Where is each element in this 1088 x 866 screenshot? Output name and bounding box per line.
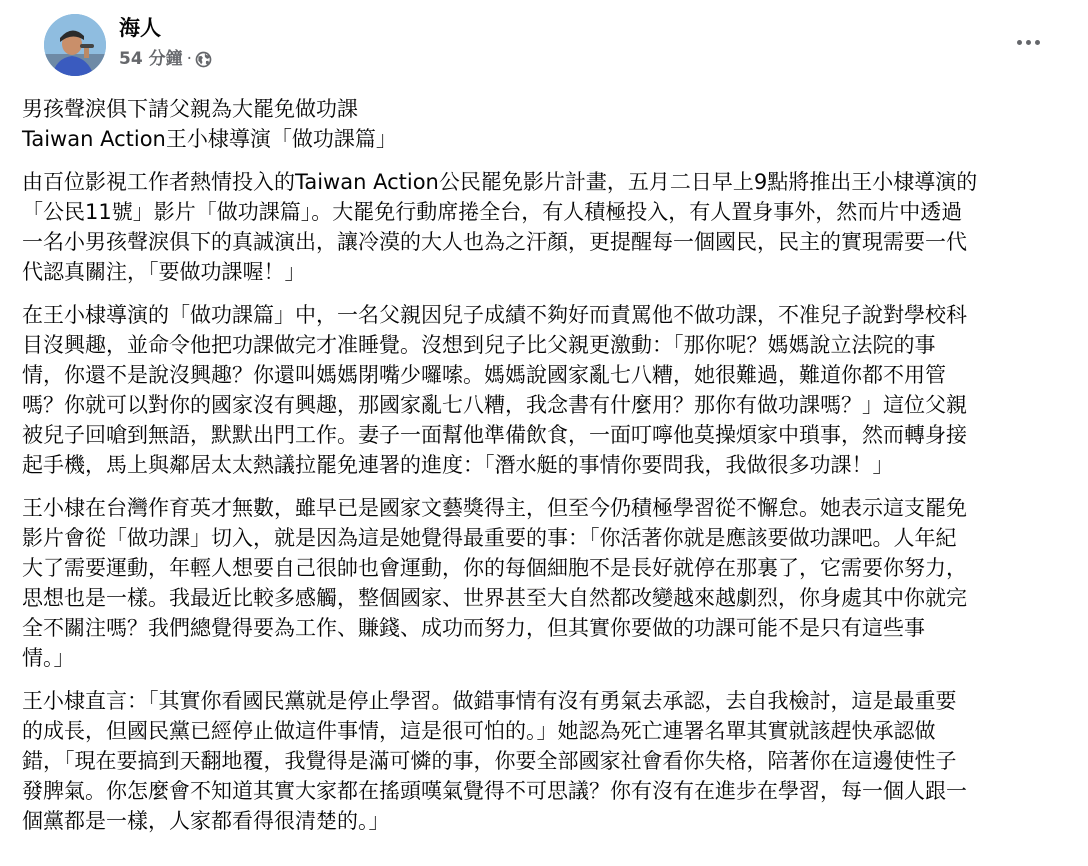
post-paragraph: 由百位影視工作者熱情投入的Taiwan Action公民罷免影片計畫，五月二日早上9點將推出王小棣導演的 「公民11號」影片「做功課篇」。大罷免行動席捲全台，有人積極投入，有人置身事外，然而片中透過 一名小男孩聲淚俱下的真誠演出，讓冷漠的大人也為之汗顏，更提醒每一個國民，民主的實現需要一代 代認真關注，「要做功課喔！」 [22,170,978,284]
globe-icon[interactable] [195,51,212,68]
meta-separator: · [186,49,192,69]
more-dot [1026,40,1031,45]
author-avatar[interactable] [44,14,106,76]
post-timestamp[interactable]: 54 分鐘 [119,49,183,69]
post-paragraph-title: 男孩聲淚俱下請父親為大罷免做功課 Taiwan Action王小棣導演「做功課篇」 [22,97,397,151]
post-paragraph: 王小棣直言：「其實你看國民黨就是停止學習。做錯事情有沒有勇氣去承認，去自我檢討，這是最重要 的成長，但國民黨已經停止做這件事情，這是很可怕的。」她認為死亡連署名單其實就該趕快承認做 錯，「現在要搞到天翻地覆，我覺得是滿可憐的事，你要全部國家社會看你失格，陪著你在這邊使性子 發脾氣。你怎麼會不知道其實大家都在搖頭嘆氣覺得不可思議？你有沒有在進步在學習，每一個人跟一 個黨都是一樣，人家都看得很清楚的。」 [22,689,967,833]
avatar-photo-icon [44,14,106,76]
more-dot [1035,40,1040,45]
post-paragraph: 王小棣在台灣作育英才無數，雖早已是國家文藝獎得主，但至今仍積極學習從不懈怠。她表示這支罷免 影片會從「做功課」切入，就是因為這是她覺得最重要的事：「你活著你就是應該要做功課吧。人年紀 大了需要運動，年輕人想要自己很帥也會運動，你的每個細胞不是長好就停在那裏了，它需要你努力， 思想也是一樣。我最近比較多感觸，整個國家、世界甚至大自然都改變越來越劇烈，你身處其中你就完 全不關注嗎？我們總覺得要為工作、賺錢、成功而努力，但其實你要做的功課可能不是只有這些事 情。」 [22,496,967,670]
more-options-icon[interactable] [1010,30,1046,54]
post-paragraph: 在王小棣導演的「做功課篇」中，一名父親因兒子成績不夠好而責罵他不做功課，不准兒子說對學校科 目沒興趣，並命令他把功課做完才准睡覺。沒想到兒子比父親更激動：「那你呢？媽媽說立法院的事 情，你還不是說沒興趣？你還叫媽媽閉嘴少囉嗦。媽媽說國家亂七八糟，她很難過，難道你都不用管 嗎？你就可以對你的國家沒有興趣，那國家亂七八糟，我念書有什麼用？那你有做功課嗎？」這位父親 被兒子回嗆到無語，默默出門工作。妻子一面幫他準備飲食，一面叮嚀他莫操煩家中瑣事，然而轉身接 起手機，馬上與鄰居太太熱議拉罷免連署的進度：「潛水艇的事情你要問我，我做很多功課！」 [22,303,967,477]
author-name[interactable]: 海人 [119,16,161,40]
post-header [22,0,1066,84]
post-meta [119,48,212,70]
more-dot [1017,40,1022,45]
post-body [22,94,1062,849]
